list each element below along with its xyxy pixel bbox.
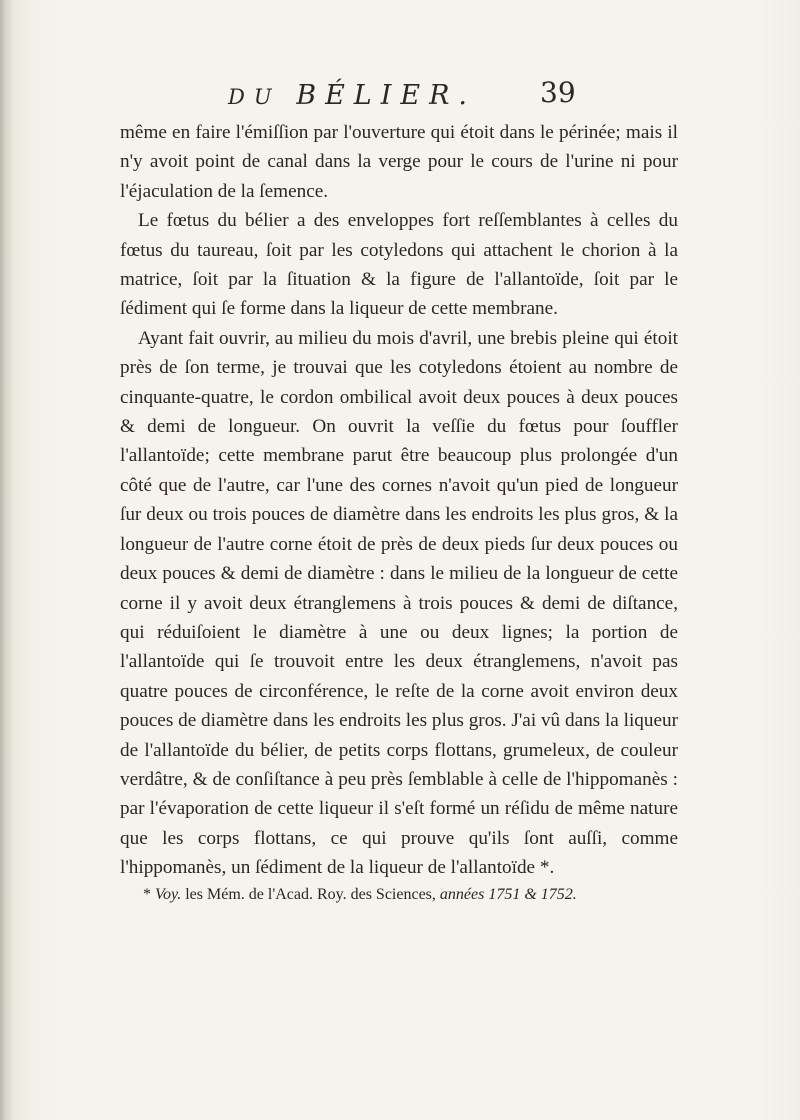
- running-title-part1: DU: [228, 85, 281, 109]
- footnote-ref: Voy.: [155, 886, 182, 903]
- paragraph: Le fœtus du bélier a des enveloppes fort reſſemblantes à celles du fœtus du taureau, ſoit par les cotyledons qui attachent le chorion à la matrice, ſoit par la ſituation & la figure de l'allantoïde, ſoit par le ſédiment qui ſe forme dans la liqueur de cette membrane.: [120, 210, 678, 320]
- running-head: [228, 78, 568, 118]
- footnote-years: années 1751 & 1752.: [439, 886, 577, 903]
- running-title: [228, 80, 476, 111]
- paragraph: Ayant fait ouvrir, au milieu du mois d'avril, une brebis pleine qui étoit près de ſon terme, je trouvai que les cotyledons étoient au nombre de cinquante-quatre, le cordon ombilical avoit deux pouces à deux pouces & demi de longueur. On ouvrit la veſſie du fœtus pour ſouffler l'allantoïde; cette membrane parut être beaucoup plus prolongée d'un côté que de l'autre, car l'une des cornes n'avoit qu'un pied de longueur ſur deux ou trois pouces de diamètre dans les endroits les plus gros, & la longueur de l'autre corne étoit de près de deux pieds ſur deux pouces ou deux pouces & demi de diamètre : dans le milieu de la longueur de cette corne il y avoit deux étranglemens à trois pouces & demi de diſtance, qui réduiſoient le diamètre à une ou deux lignes; la portion de l'allantoïde qui ſe trouvoit entre les deux étranglemens, n'avoit pas quatre pouces de circonférence, le reſte de la corne avoit environ deux pouces de diamètre dans les endroits les plus gros. J'ai vû dans la liqueur de l'allantoïde du bélier, de petits corps flottans, grumeleux, de couleur verdâtre, & de conſiſtance à peu près ſemblable à celle de l'hippomanès : par l'évaporation de cette liqueur il s'eſt formé un réſidu de même nature que les corps flottans, ce qui prouve qu'ils ſont auſſi, comme l'hippomanès, un ſédiment de la liqueur de l'allantoïde *.: [120, 327, 678, 879]
- footnote-marker: *: [143, 886, 151, 903]
- page-number: 39: [540, 76, 576, 109]
- body-text: [120, 118, 678, 883]
- gutter-shadow: [0, 0, 14, 1120]
- footnote-text: les Mém. de l'Acad. Roy. des Sciences,: [181, 886, 440, 903]
- footnote: [143, 884, 683, 906]
- paragraph-continuation: même en faire l'émiſſion par l'ouverture qui étoit dans le périnée; mais il n'y avoit point de canal dans la verge pour le cours de l'urine ni pour l'éjaculation de la ſemence.: [120, 122, 678, 202]
- running-title-part2: BÉLIER.: [296, 80, 477, 111]
